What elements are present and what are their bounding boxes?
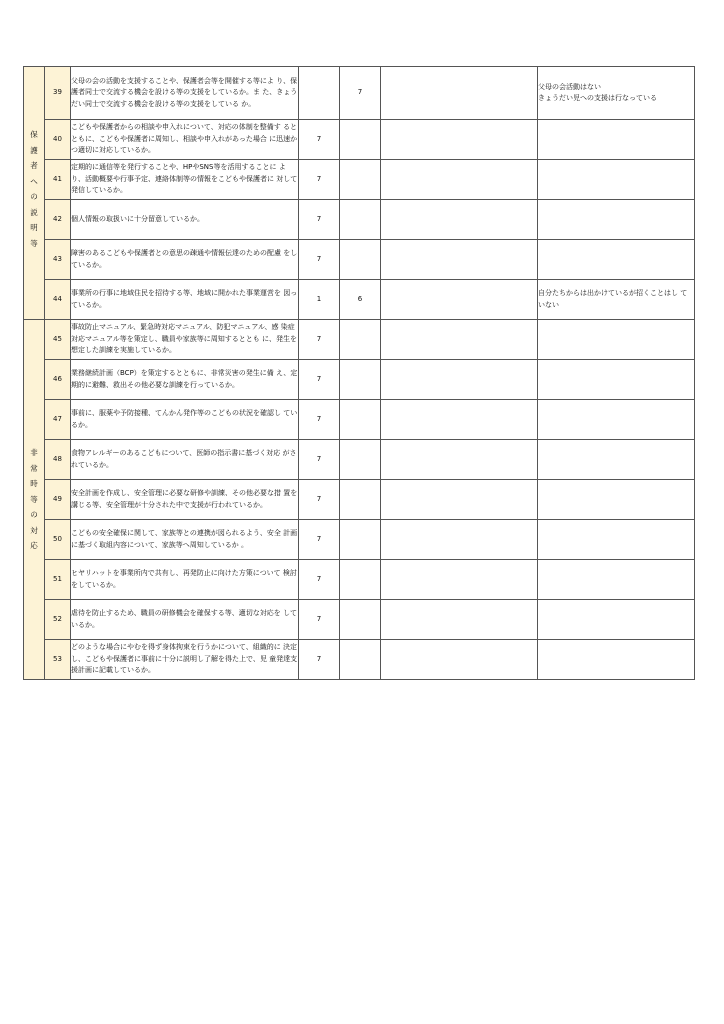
value-b xyxy=(340,640,381,680)
section-label-text: 非常時等の対応 xyxy=(30,448,38,551)
row-number: 51 xyxy=(45,560,71,600)
section-label xyxy=(24,320,45,680)
evaluation-table xyxy=(23,66,695,680)
value-b xyxy=(340,560,381,600)
row-number: 39 xyxy=(45,67,71,120)
row-number: 41 xyxy=(45,160,71,200)
value-b xyxy=(340,160,381,200)
row-number: 46 xyxy=(45,360,71,400)
value-a: 7 xyxy=(299,600,340,640)
value-a: 1 xyxy=(299,280,340,320)
row-number: 43 xyxy=(45,240,71,280)
row-number: 40 xyxy=(45,120,71,160)
value-a: 7 xyxy=(299,360,340,400)
value-a: 7 xyxy=(299,560,340,600)
value-c xyxy=(381,67,538,120)
comment-text xyxy=(538,640,695,680)
question-text: 虐待を防止するため、職員の研修機会を確保する等、適切な対応を しているか。 xyxy=(71,600,299,640)
table-row xyxy=(24,400,695,440)
row-number: 53 xyxy=(45,640,71,680)
value-b: 6 xyxy=(340,280,381,320)
table-row xyxy=(24,200,695,240)
value-b xyxy=(340,520,381,560)
question-text: ヒヤリハットを事業所内で共有し、再発防止に向けた方策について 検討をしているか。 xyxy=(71,560,299,600)
section-label-text: 保護者への説明等 xyxy=(30,130,38,248)
section-label xyxy=(24,67,45,320)
comment-text xyxy=(538,560,695,600)
question-text: 事前に、服薬や予防接種、てんかん発作等のこどもの状況を確認し ているか。 xyxy=(71,400,299,440)
question-text: 食物アレルギーのあるこどもについて、医師の指示書に基づく対応 がされているか。 xyxy=(71,440,299,480)
value-b xyxy=(340,440,381,480)
value-c xyxy=(381,160,538,200)
comment-text: 父母の会活動はない きょうだい児への支援は行なっている xyxy=(538,67,695,120)
row-number: 48 xyxy=(45,440,71,480)
comment-text xyxy=(538,600,695,640)
table-row xyxy=(24,440,695,480)
question-text: 安全計画を作成し、安全管理に必要な研修や訓練、その他必要な措 置を講じる等、安全管理が十分された中で支援が行われているか。 xyxy=(71,480,299,520)
value-c xyxy=(381,400,538,440)
table-row xyxy=(24,600,695,640)
question-text: 定期的に通信等を発行することや、HPやSNS等を活用することに より、活動概要や行事予定、連絡体制等の情報をこどもや保護者に 対して発信しているか。 xyxy=(71,160,299,200)
value-b xyxy=(340,400,381,440)
row-number: 45 xyxy=(45,320,71,360)
question-text: こどもや保護者からの相談や申入れについて、対応の体制を整備す るとともに、こどもや保護者に周知し、相談や申入れがあった場合 に迅速かつ適切に対応しているか。 xyxy=(71,120,299,160)
comment-text xyxy=(538,480,695,520)
row-number: 42 xyxy=(45,200,71,240)
value-b xyxy=(340,480,381,520)
value-a xyxy=(299,67,340,120)
value-c xyxy=(381,560,538,600)
row-number: 47 xyxy=(45,400,71,440)
table-row xyxy=(24,120,695,160)
value-c xyxy=(381,200,538,240)
value-a: 7 xyxy=(299,520,340,560)
value-c xyxy=(381,480,538,520)
table-row xyxy=(24,280,695,320)
value-a: 7 xyxy=(299,400,340,440)
question-text: こどもの安全確保に関して、家族等との連携が図られるよう、安全 計画に基づく取組内容について、家族等へ周知しているか 。 xyxy=(71,520,299,560)
value-c xyxy=(381,360,538,400)
comment-text xyxy=(538,440,695,480)
value-a: 7 xyxy=(299,240,340,280)
value-b xyxy=(340,600,381,640)
row-number: 50 xyxy=(45,520,71,560)
comment-text: 自分たちからは出かけているが招くことはし ていない xyxy=(538,280,695,320)
value-c xyxy=(381,520,538,560)
question-text: 事業所の行事に地域住民を招待する等、地域に開かれた事業運営を 図っているか。 xyxy=(71,280,299,320)
row-number: 49 xyxy=(45,480,71,520)
value-a: 7 xyxy=(299,640,340,680)
value-c xyxy=(381,240,538,280)
table-row xyxy=(24,320,695,360)
comment-text xyxy=(538,520,695,560)
question-text: 事故防止マニュアル、緊急時対応マニュアル、防犯マニュアル、感 染症対応マニュアル等を策定し、職員や家族等に周知するととも に、発生を想定した訓練を実施しているか。 xyxy=(71,320,299,360)
table-row xyxy=(24,160,695,200)
row-number: 52 xyxy=(45,600,71,640)
value-c xyxy=(381,320,538,360)
question-text: 父母の会の活動を支援することや、保護者会等を開催する等によ り、保護者同士で交流する機会を設ける等の支援をしているか。ま た、きょうだい同士で交流する機会を設ける等の支援をしている か。 xyxy=(71,67,299,120)
question-text: 障害のあるこどもや保護者との意思の疎通や情報伝達のための配慮 をしているか。 xyxy=(71,240,299,280)
table-row xyxy=(24,67,695,120)
table-row xyxy=(24,240,695,280)
value-b xyxy=(340,120,381,160)
value-c xyxy=(381,600,538,640)
value-a: 7 xyxy=(299,320,340,360)
comment-text xyxy=(538,400,695,440)
value-a: 7 xyxy=(299,440,340,480)
table-row xyxy=(24,560,695,600)
value-a: 7 xyxy=(299,200,340,240)
value-c xyxy=(381,640,538,680)
comment-text xyxy=(538,360,695,400)
value-b xyxy=(340,240,381,280)
value-c xyxy=(381,120,538,160)
value-b: 7 xyxy=(340,67,381,120)
table-row xyxy=(24,360,695,400)
question-text: 業務継続計画（BCP）を策定するとともに、非常災害の発生に備 え、定期的に避難、救出その他必要な訓練を行っているか。 xyxy=(71,360,299,400)
value-a: 7 xyxy=(299,480,340,520)
comment-text xyxy=(538,120,695,160)
table-row xyxy=(24,480,695,520)
value-b xyxy=(340,320,381,360)
row-number: 44 xyxy=(45,280,71,320)
comment-text xyxy=(538,240,695,280)
value-b xyxy=(340,360,381,400)
table-row xyxy=(24,640,695,680)
value-a: 7 xyxy=(299,160,340,200)
value-c xyxy=(381,440,538,480)
comment-text xyxy=(538,320,695,360)
table-row xyxy=(24,520,695,560)
question-text: どのような場合にやむを得ず身体拘束を行うかについて、組織的に 決定し、こどもや保護者に事前に十分に説明し了解を得た上で、児 童発達支援計画に記載しているか。 xyxy=(71,640,299,680)
comment-text xyxy=(538,200,695,240)
value-a: 7 xyxy=(299,120,340,160)
question-text: 個人情報の取扱いに十分留意しているか。 xyxy=(71,200,299,240)
comment-text xyxy=(538,160,695,200)
value-b xyxy=(340,200,381,240)
value-c xyxy=(381,280,538,320)
